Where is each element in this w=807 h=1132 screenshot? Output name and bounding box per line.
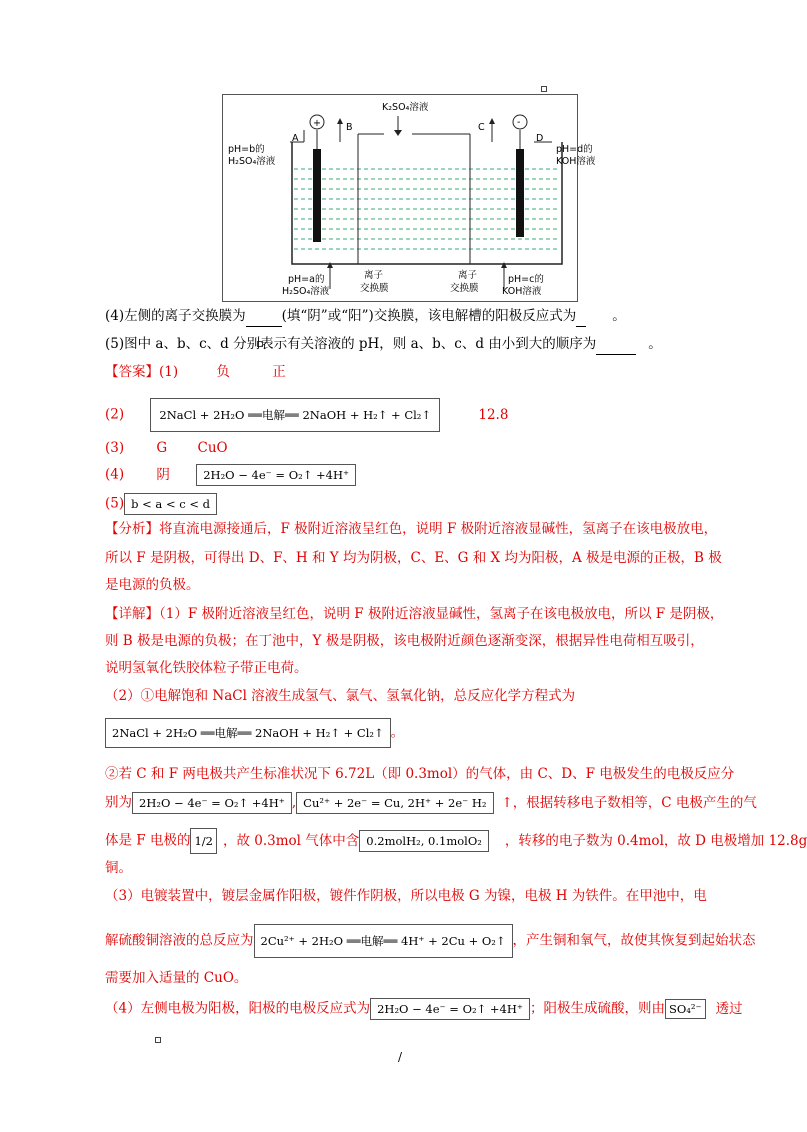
bottom-left-label-1: pH=a的 (288, 274, 325, 285)
equation-box: 2Cu²⁺ + 2H₂O ══电解══ 4H⁺ + 2Cu + O₂↑ (254, 924, 513, 958)
equation-box: Cu²⁺ + 2e⁻ = Cu, 2H⁺ + 2e⁻ H₂ (296, 792, 493, 814)
detail-para-4-line-2: 解硫酸铜溶液的总反应为 2Cu²⁺ + 2H₂O ══电解══ 4H⁺ + 2Cu + O₂↑ ，产生铜和氧气，故使其恢复到起始状态 (105, 924, 756, 958)
membrane-left-label-2: 交换膜 (360, 283, 389, 294)
detail-para-3-line-1: ②若 C 和 F 两电极共产生标准状况下 6.72L（即 0.3mol）的气体，由 C、D、F 电极发生的电极反应分 (105, 766, 735, 782)
label-A: A (292, 133, 299, 144)
label-B: B (346, 122, 353, 133)
answer-1: 【答案】(1) 负 正 (105, 364, 286, 380)
detail-para-5-line-1: （4）左侧电极为阳极，阳极的电极反应式为 2H₂O − 4e⁻ = O₂↑ +4H⁺ ；阳极生成硫酸，则由 SO₄²⁻ 透过 (105, 998, 743, 1020)
detail-para-3-line-3: 体是 F 电极的 1/2 ，故 0.3mol 气体中含 0.2molH₂, 0.1molO₂ ，转移的电子数为 0.4mol，故 D 电极增加 12.8g (105, 828, 807, 854)
answer-blank (576, 306, 586, 327)
bottom-right-label-2: KOH溶液 (502, 286, 542, 297)
detail-para-3-line-4: 铜。 (105, 860, 132, 876)
analysis-line-3: 是电源的负极。 (105, 577, 200, 593)
answer-blank (246, 306, 282, 327)
analysis-line-2: 所以 F 是阴极，可得出 D、F、H 和 Y 均为阴极，C、E、G 和 X 均为阳极，A 极是电源的正极，B 极 (105, 550, 722, 566)
membrane-right-label-1: 离子 (458, 270, 478, 281)
answer-blank (596, 334, 636, 355)
equation-box: 2H₂O − 4e⁻ = O₂↑ +4H⁺ (196, 464, 356, 486)
detail-line-1: 【详解】（1）F 极附近溶液呈红色，说明 F 极附近溶液显碱性，氢离子在该电极放电，所以 F 是阴极， (105, 606, 724, 622)
cathode-electrode (516, 149, 524, 237)
label-D: D (536, 133, 544, 144)
plus-sign: + (313, 118, 321, 129)
electrolysis-diagram (222, 94, 596, 302)
ion-box: SO₄²⁻ (665, 999, 706, 1019)
anode-electrode (313, 149, 321, 242)
fraction-box: 1/2 (190, 828, 217, 854)
detail-para-3-line-2: 别为 2H₂O − 4e⁻ = O₂↑ +4H⁺ , Cu²⁺ + 2e⁻ = Cu, 2H⁺ + 2e⁻ H₂ ↑，根据转移电子数相等，C 电极产生的气 (105, 792, 757, 814)
right-inlet-label-2: KOH溶液 (556, 156, 596, 167)
equation-box: 2NaCl + 2H₂O ══电解══ 2NaOH + H₂↑ + Cl₂↑ (150, 398, 440, 432)
analysis-line-1: 【分析】将直流电源接通后，F 极附近溶液呈红色，说明 F 极附近溶液显碱性，氢离子在该电极放电， (105, 521, 718, 537)
bottom-right-label-1: pH=c的 (508, 274, 544, 285)
answer-3: (3) G CuO (105, 440, 228, 456)
question-4: (4)左侧的离子交换膜为 (填“阴”或“阳”)交换膜，该电解槽的阳极反应式为 。 (105, 306, 626, 327)
membrane-left-label-1: 离子 (364, 270, 384, 281)
bottom-left-label-2: H₂SO₄溶液 (282, 286, 330, 297)
detail-line-3: 说明氢氧化铁胶体粒子带正电荷。 (105, 660, 308, 676)
minus-sign: - (517, 117, 521, 128)
detail-tag: 【详解】 (105, 606, 159, 622)
detail-para-2-eq: 2NaCl + 2H₂O ══电解══ 2NaOH + H₂↑ + Cl₂↑ 。 (105, 718, 404, 748)
marker-dot (155, 1037, 161, 1043)
equation-box: 0.2molH₂, 0.1molO₂ (359, 830, 489, 852)
answer-4: (4) 阴 2H₂O − 4e⁻ = O₂↑ +4H⁺ (105, 464, 356, 486)
right-inlet-label-1: pH=d的 (556, 144, 593, 155)
detail-para-2: （2）①电解饱和 NaCl 溶液生成氢气、氯气、氢氧化钠，总反应化学方程式为 (105, 688, 576, 704)
left-inlet-label-2: H₂SO₄溶液 (228, 156, 276, 167)
equation-box: 2NaCl + 2H₂O ══电解══ 2NaOH + H₂↑ + Cl₂↑ (105, 718, 391, 748)
detail-para-4-line-3: 需要加入适量的 CuO。 (105, 970, 248, 986)
label-C: C (478, 122, 485, 133)
detail-para-4-line-1: （3）电镀装置中，镀层金属作阳极，镀件作阴极，所以电极 G 为镍，电极 H 为铁件。在甲池中，电 (105, 888, 707, 904)
marker-dot (541, 86, 547, 92)
top-solution-label: K₂SO₄溶液 (382, 102, 429, 113)
answer-2: (2) 2NaCl + 2H₂O ══电解══ 2NaOH + H₂↑ + Cl₂↑ 12.8 (105, 398, 508, 432)
equation-box: b < a < c < d (124, 493, 217, 515)
detail-line-2: 则 B 极是电源的负极；在丁池中，Y 极是阴极，该电极附近颜色逐渐变深，根据异性电荷相互吸引， (105, 633, 704, 649)
left-inlet-label-1: pH=b的 (228, 144, 265, 155)
page-footer-mark: / (398, 1050, 403, 1064)
equation-box: 2H₂O − 4e⁻ = O₂↑ +4H⁺ (132, 792, 292, 814)
membrane-right-label-2: 交换膜 (450, 283, 479, 294)
answer-5: (5) b < a < c < d (105, 493, 217, 515)
answer-tag: 【答案】 (105, 364, 159, 380)
question-5: (5)图中 a、b、c、d 分别表示有关溶液的 pH，则 a、b、c、d 由小到大的顺序为 。 (105, 334, 662, 355)
equation-box: 2H₂O − 4e⁻ = O₂↑ +4H⁺ (370, 998, 530, 1020)
analysis-tag: 【分析】 (105, 521, 159, 537)
